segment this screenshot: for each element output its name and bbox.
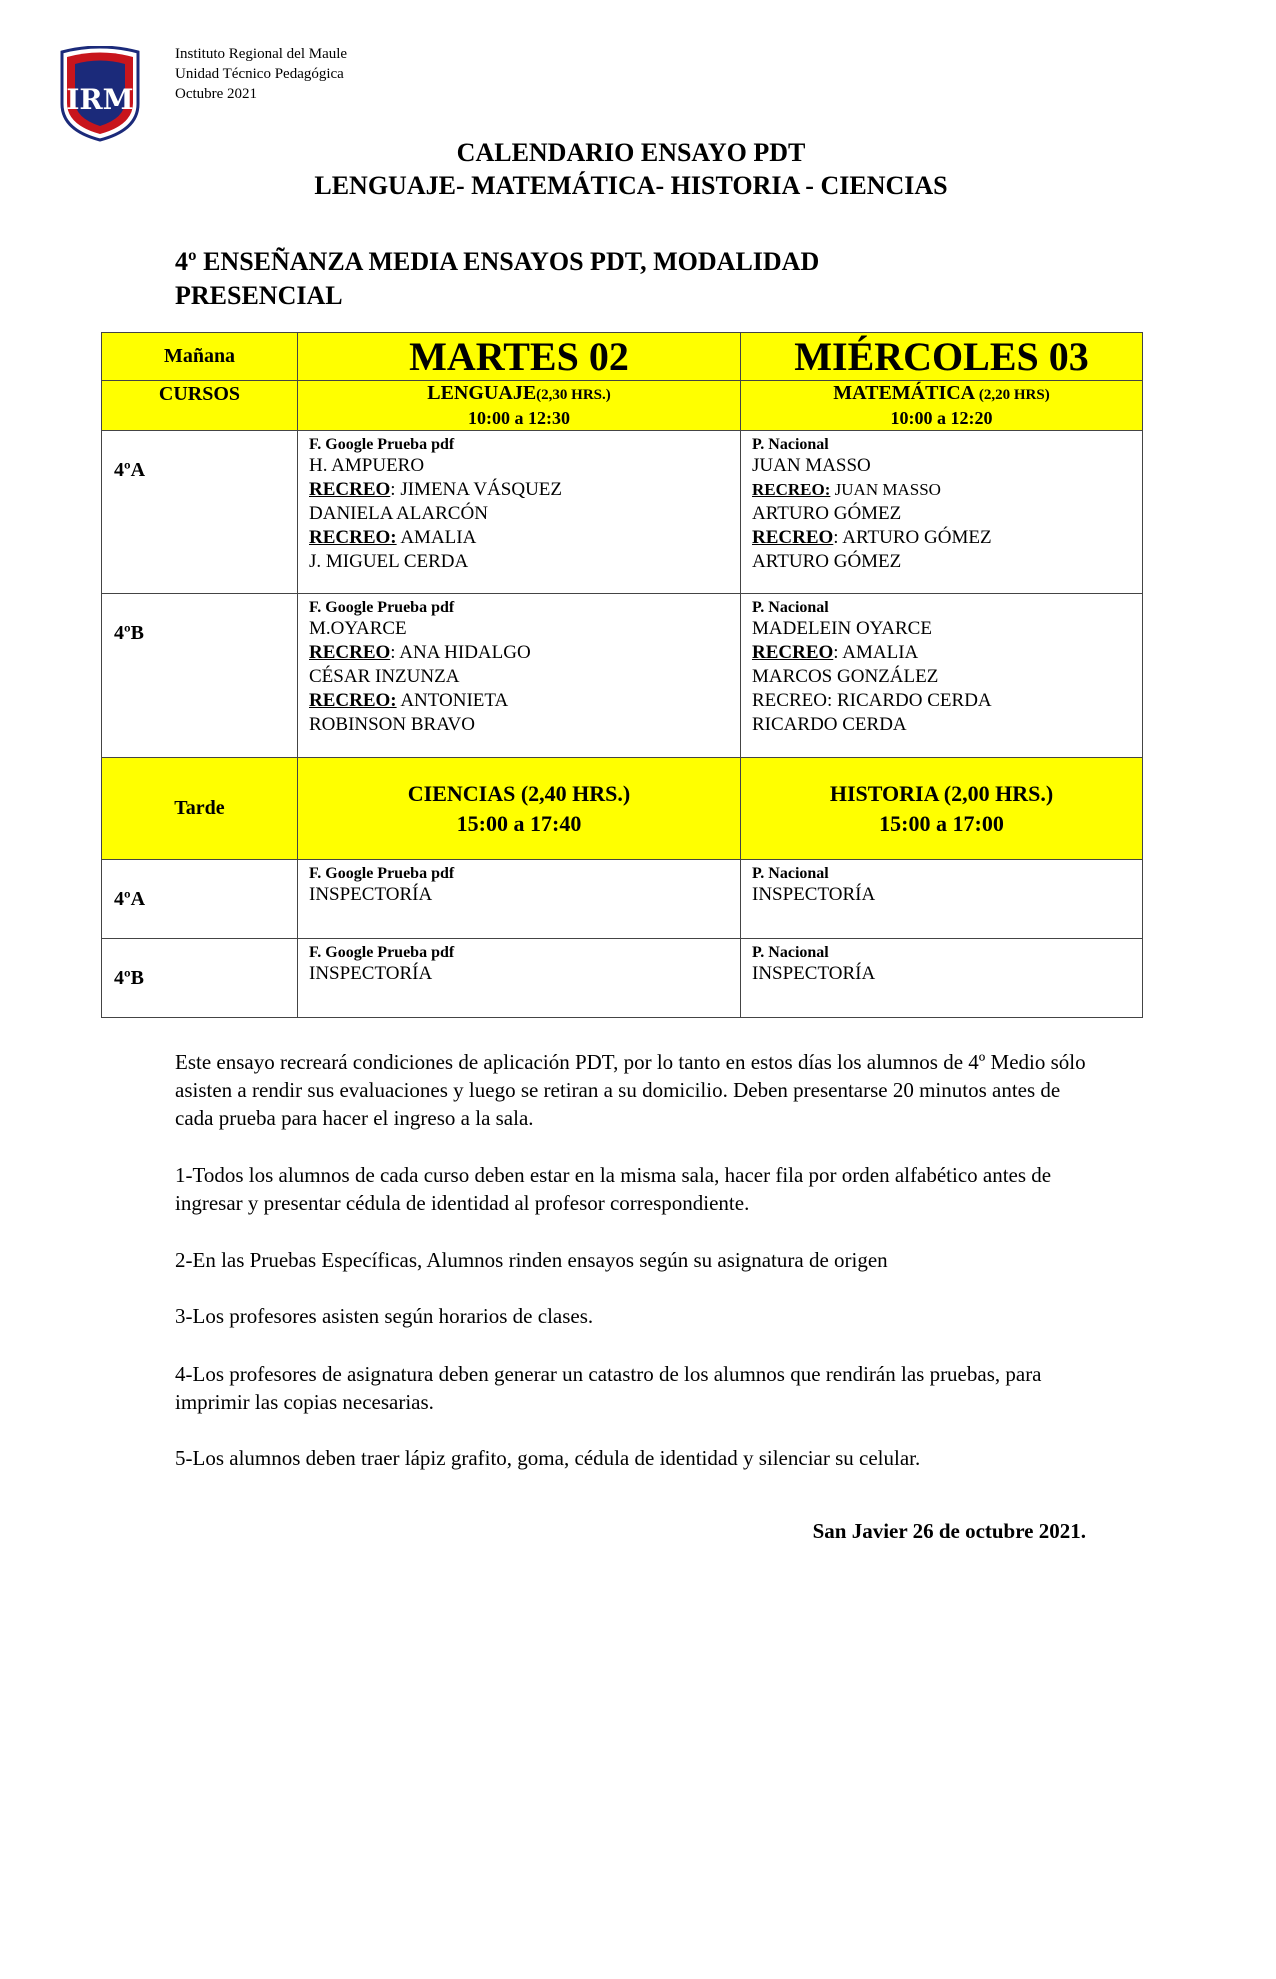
section-heading: 4º ENSEÑANZA MEDIA ENSAYOS PDT, MODALIDAD PRESENCIAL (175, 247, 820, 310)
table-row (102, 431, 1143, 594)
rule-item: 3-Los profesores asisten según horarios de clases. (175, 1304, 594, 1328)
course-label: 4ºB (102, 594, 298, 758)
table-row (102, 594, 1143, 758)
signature-line: San Javier 26 de octubre 2021. (812, 1519, 1086, 1543)
intro-paragraph: Este ensayo recreará condiciones de aplicación PDT, por lo tanto en estos días los alumnos de 4º Medio sólo asisten a rendir sus evaluaciones y luego se retiran a su domicilio. Deben presentarse 20 minutos antes de cada prueba para hacer el ingreso a la sala. (175, 1050, 1086, 1130)
subject-historia: HISTORIA (2,00 HRS.) 15:00 a 17:00 (741, 758, 1143, 860)
header-date: Octubre 2021 (175, 86, 258, 102)
table-row (102, 939, 1143, 1018)
course-label: 4ºB (102, 939, 298, 1018)
day-header-wednesday: MIÉRCOLES 03 (741, 333, 1143, 381)
schedule-cell: P. Nacional JUAN MASSO RECREO: JUAN MASSO ARTURO GÓMEZ RECREO: ARTURO GÓMEZ ARTURO GÓMEZ (741, 431, 1143, 594)
course-label: 4ºA (102, 860, 298, 939)
schedule-cell: F. Google Prueba pdf M.OYARCE RECREO: ANA HIDALGO CÉSAR INZUNZA RECREO: ANTONIETA ROBINSON BRAVO (298, 594, 741, 758)
logo-monogram: IRM (66, 83, 134, 116)
institution-logo (58, 46, 142, 142)
morning-label: Mañana (102, 333, 298, 381)
day-header-tuesday: MARTES 02 (298, 333, 741, 381)
subject-ciencias: CIENCIAS (2,40 HRS.) 15:00 a 17:40 (298, 758, 741, 860)
institution-name: Instituto Regional del Maule (175, 46, 348, 62)
schedule-cell: F. Google Prueba pdf INSPECTORÍA (298, 939, 741, 1018)
afternoon-label: Tarde (102, 758, 298, 860)
rule-item: 1-Todos los alumnos de cada curso deben estar en la misma sala, hacer fila por orden alfabético antes de ingresar y presentar cédula de identidad al profesor correspondiente. (175, 1163, 1052, 1215)
institution-header (175, 44, 347, 104)
document-title: CALENDARIO ENSAYO PDT (456, 138, 806, 167)
subject-lenguaje: LENGUAJE(2,30 HRS.) 10:00 a 12:30 (298, 381, 741, 431)
rule-item: 4-Los profesores de asignatura deben generar un catastro de los alumnos que rendirán las pruebas, para imprimir las copias necesarias. (175, 1362, 1042, 1414)
document-subtitle: LENGUAJE- MATEMÁTICA- HISTORIA - CIENCIAS (314, 171, 948, 200)
afternoon-header-row (102, 758, 1143, 860)
day-header-row (102, 333, 1143, 381)
schedule-cell: P. Nacional MADELEIN OYARCE RECREO: AMALIA MARCOS GONZÁLEZ RECREO: RICARDO CERDA RICARDO CERDA (741, 594, 1143, 758)
table-row (102, 860, 1143, 939)
subject-matematica: MATEMÁTICA (2,20 HRS) 10:00 a 12:20 (741, 381, 1143, 431)
schedule-cell: P. Nacional INSPECTORÍA (741, 939, 1143, 1018)
subject-header-row (102, 381, 1143, 431)
unit-name: Unidad Técnico Pedagógica (175, 66, 344, 82)
schedule-cell: F. Google Prueba pdf INSPECTORÍA (298, 860, 741, 939)
schedule-cell: F. Google Prueba pdf H. AMPUERO RECREO: JIMENA VÁSQUEZ DANIELA ALARCÓN RECREO: AMALIA J. MIGUEL CERDA (298, 431, 741, 594)
course-label: 4ºA (102, 431, 298, 594)
courses-label: CURSOS (102, 381, 298, 431)
schedule-cell: P. Nacional INSPECTORÍA (741, 860, 1143, 939)
rule-item: 2-En las Pruebas Específicas, Alumnos rinden ensayos según su asignatura de origen (175, 1248, 888, 1272)
schedule-table (101, 332, 1143, 1018)
rule-item: 5-Los alumnos deben traer lápiz grafito, goma, cédula de identidad y silenciar su celular. (175, 1446, 921, 1470)
